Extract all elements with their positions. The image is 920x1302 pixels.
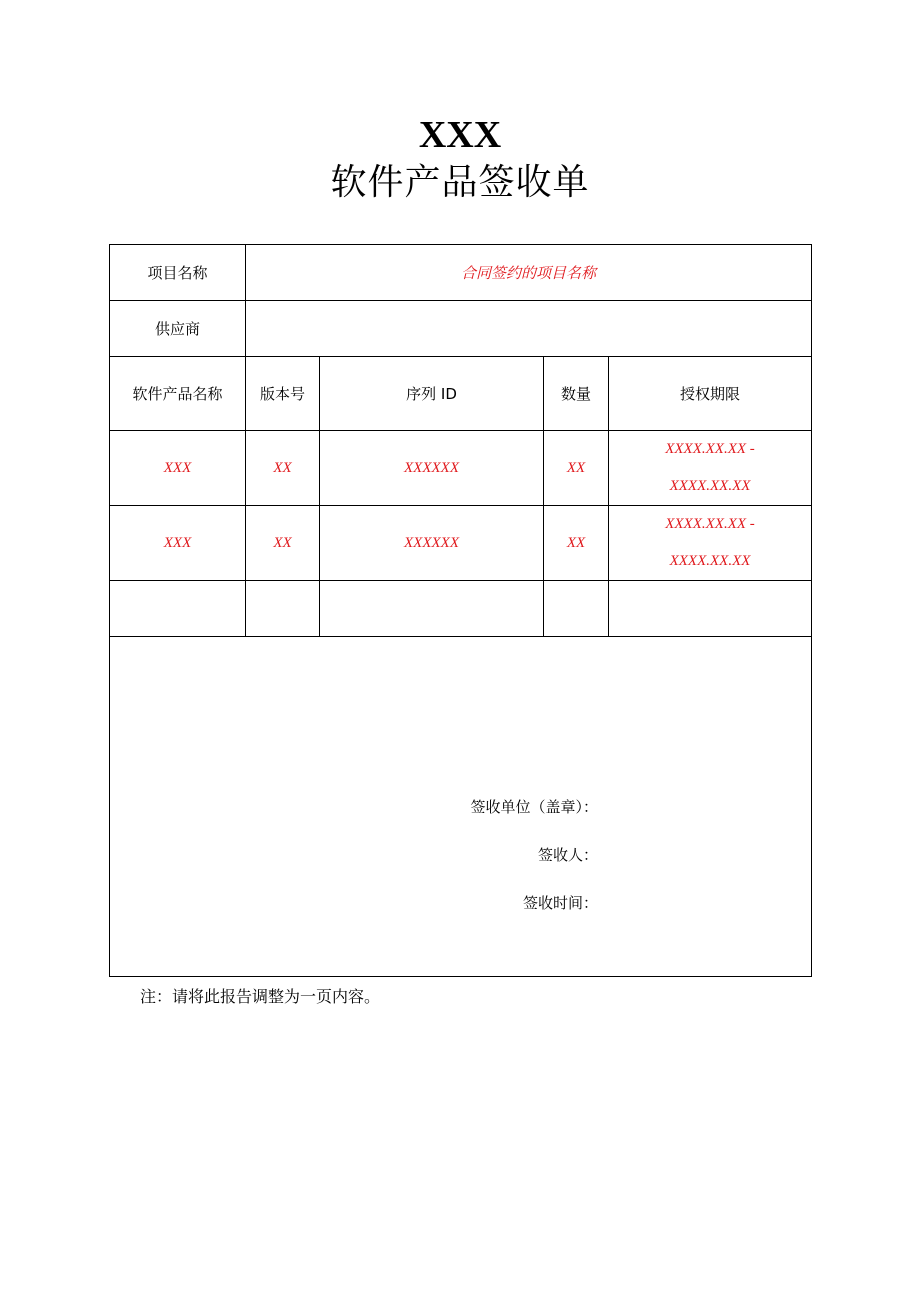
empty-table-row <box>110 581 812 637</box>
table-row <box>110 506 812 581</box>
product-cell: XXX <box>110 506 246 581</box>
supplier-row <box>110 301 812 357</box>
serial-cell: XXXXXX <box>320 431 544 506</box>
period-end: XXXX.XX.XX <box>669 478 751 494</box>
signing-person-label: 签收人： <box>538 846 599 864</box>
document-title-code: XXX <box>418 114 502 156</box>
table-header-row <box>110 357 812 431</box>
quantity-cell: XX <box>544 506 609 581</box>
version-cell: XX <box>246 431 320 506</box>
supplier-value <box>246 301 812 357</box>
project-name-value: 合同签约的项目名称 <box>246 245 812 301</box>
period-end: XXXX.XX.XX <box>669 553 751 569</box>
period-start: XXXX.XX.XX - <box>665 516 755 532</box>
signing-time-label: 签收时间： <box>523 894 599 912</box>
period-start: XXXX.XX.XX - <box>665 441 755 457</box>
quantity-cell: XX <box>544 431 609 506</box>
table-row <box>110 431 812 506</box>
empty-cell <box>110 581 246 637</box>
signing-unit-label: 签收单位（盖章）： <box>470 798 599 816</box>
column-header-product: 软件产品名称 <box>110 357 246 431</box>
column-header-version: 版本号 <box>246 357 320 431</box>
column-header-serial: 序列 ID <box>320 357 544 431</box>
version-cell: XX <box>246 506 320 581</box>
column-header-quantity: 数量 <box>544 357 609 431</box>
signature-area <box>110 637 812 977</box>
empty-cell <box>609 581 812 637</box>
serial-cell: XXXXXX <box>320 506 544 581</box>
project-name-row <box>110 245 812 301</box>
supplier-label: 供应商 <box>110 301 246 357</box>
column-header-period: 授权期限 <box>609 357 812 431</box>
footer-note: 注：请将此报告调整为一页内容。 <box>140 987 381 1006</box>
product-cell: XXX <box>110 431 246 506</box>
empty-cell <box>246 581 320 637</box>
signature-row <box>110 637 812 977</box>
empty-cell <box>320 581 544 637</box>
document-title: 软件产品签收单 <box>330 162 590 203</box>
period-cell <box>609 506 812 581</box>
receipt-form-table <box>109 244 812 977</box>
period-cell <box>609 431 812 506</box>
empty-cell <box>544 581 609 637</box>
project-name-label: 项目名称 <box>110 245 246 301</box>
